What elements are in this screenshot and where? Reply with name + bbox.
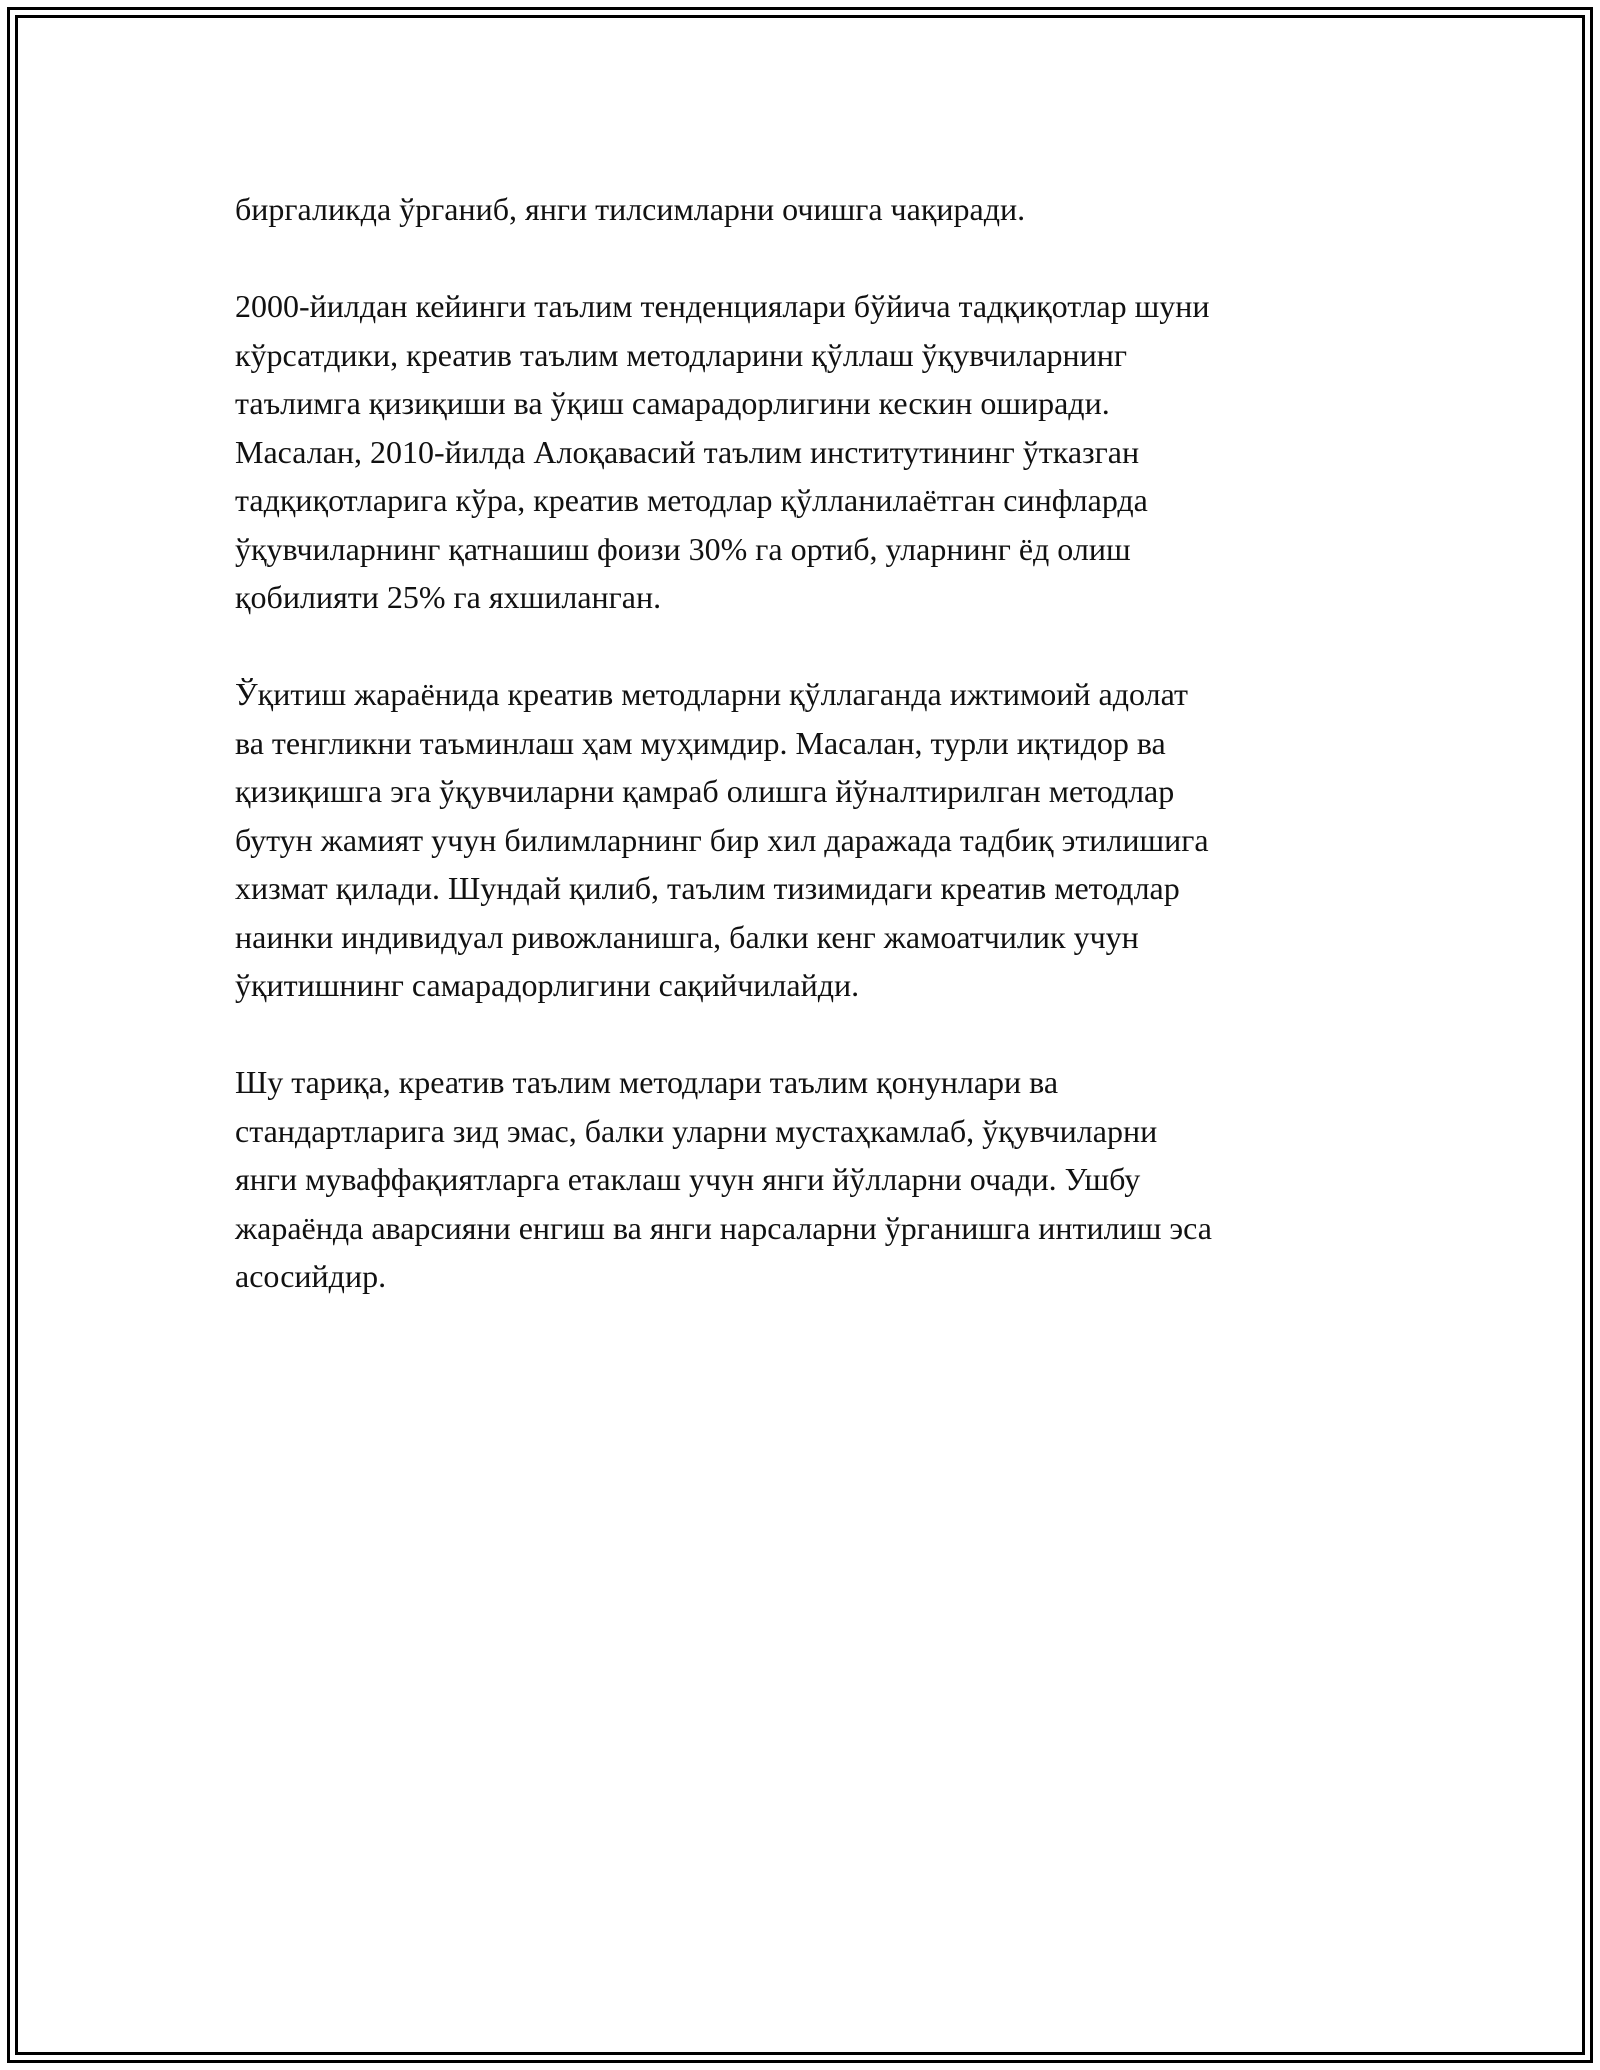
text-line: 2000-йилдан кейинги таълим тенденциялари бўйича тадқиқотлар шуни	[235, 288, 1210, 324]
text-line: Ўқитиш жараёнида креатив методларни қўллаганда ижтимоий адолат	[235, 676, 1188, 712]
text-line: ўқувчиларнинг қатнашиш фоизи 30% га ортиб, уларнинг ёд олиш	[235, 530, 1131, 567]
document-body	[235, 185, 1375, 1349]
text-line: кўрсатдики, креатив таълим методларини қўллаш ўқувчиларнинг	[235, 336, 1127, 373]
text-line: янги муваффақиятларга етаклаш учун янги йўлларни очади. Ушбу	[235, 1161, 1141, 1197]
text-line: наинки индивидуал ривожланишга, балки кенг жамоатчилик учун	[235, 918, 1139, 955]
text-line: Масалан, 2010-йилда Алоқавасий таълим институтининг ўтказган	[235, 433, 1140, 470]
text-line: хизмат қилади. Шундай қилиб, таълим тизимидаги креатив методлар	[235, 870, 1180, 906]
text-line: таълимга қизиқиши ва ўқиш самарадорлигини кескин оширади.	[235, 385, 1110, 421]
paragraph-4	[235, 1058, 1375, 1301]
text-line: Шу тариқа, креатив таълим методлари таълим қонунлари ва	[235, 1064, 1059, 1100]
text-line: ва тенгликни таъминлаш ҳам муҳимдир. Масалан, турли иқтидор ва	[235, 724, 1166, 761]
text-line: стандартларига зид эмас, балки уларни мустаҳкамлаб, ўқувчиларни	[235, 1112, 1158, 1149]
paragraph-2	[235, 282, 1375, 622]
text-line: биргаликда ўрганиб, янги тилсимларни очишга чақиради.	[235, 191, 1026, 227]
text-line: асосийдир.	[235, 1258, 387, 1294]
paragraph-1	[235, 185, 1375, 234]
paragraph-3	[235, 670, 1375, 1010]
text-line: қизиқишга эга ўқувчиларни қамраб олишга йўналтирилган методлар	[235, 773, 1175, 809]
text-line: қобилияти 25% га яхшиланган.	[235, 579, 662, 615]
text-line: тадқиқотларига кўра, креатив методлар қўлланилаётган синфларда	[235, 482, 1148, 518]
text-line: ўқитишнинг самарадорлигини сақийчилайди.	[235, 967, 860, 1003]
text-line: жараёнда аварсияни енгиш ва янги нарсаларни ўрганишга интилиш эса	[235, 1209, 1212, 1246]
text-line: бутун жамият учун билимларнинг бир хил даражада тадбиқ этилишига	[235, 821, 1209, 858]
